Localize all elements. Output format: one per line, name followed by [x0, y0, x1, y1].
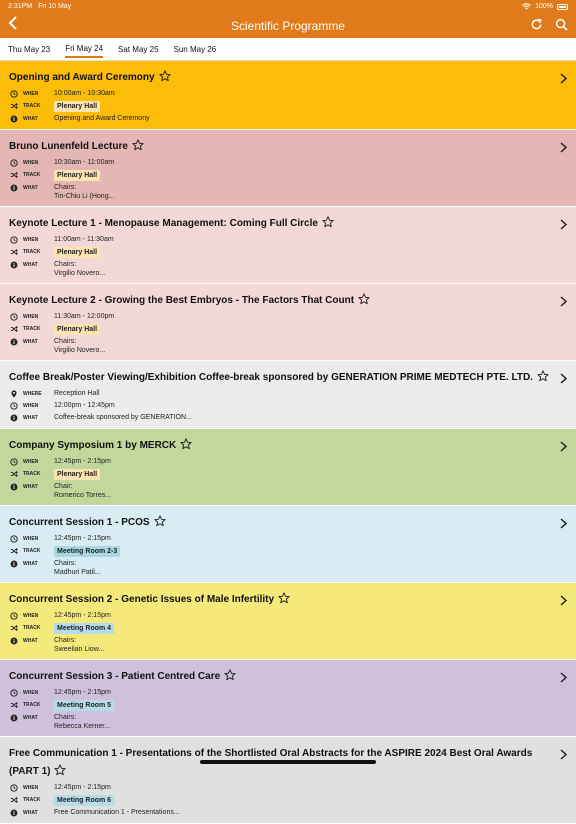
- track-badge: Plenary Hall: [54, 101, 100, 112]
- session-what-row: [9, 114, 556, 124]
- row-value-line: 12:45pm - 2:15pm: [54, 784, 111, 791]
- session-item[interactable]: [0, 506, 576, 583]
- row-value-line: Chair:: [54, 483, 73, 490]
- clock-icon: [9, 688, 19, 698]
- row-value: [54, 611, 111, 620]
- session-what-row: [9, 482, 556, 500]
- session-title: Bruno Lunenfeld Lecture: [9, 141, 128, 152]
- clock-icon: [9, 158, 19, 168]
- row-value: [54, 324, 100, 335]
- session-what-row: [9, 808, 556, 818]
- nav-bar: [0, 13, 576, 38]
- row-label: TRACK: [23, 548, 41, 554]
- tab-sat-may-25[interactable]: Sat May 25: [118, 45, 159, 54]
- row-label: WHEN: [23, 536, 39, 542]
- row-label: WHAT: [23, 810, 38, 816]
- session-title: Opening and Award Ceremony: [9, 72, 155, 83]
- chevron-right-icon: [560, 371, 567, 387]
- tab-thu-may-23[interactable]: Thu May 23: [8, 45, 51, 54]
- row-value: [54, 534, 111, 543]
- session-title: Keynote Lecture 2 - Growing the Best Embryos - The Factors That Count: [9, 295, 355, 306]
- session-title: Concurrent Session 3 - Patient Centred Care: [9, 671, 221, 682]
- row-label: WHEN: [23, 613, 39, 619]
- track-badge: Meeting Room 2-3: [54, 546, 120, 557]
- row-value: [54, 312, 114, 321]
- session-title: Coffee Break/Poster Viewing/Exhibition Coffee-break sponsored by GENERATION PRIME MEDTECH PTE. LTD.: [9, 372, 533, 383]
- session-title: Concurrent Session 1 - PCOS: [9, 517, 150, 528]
- row-value: [54, 401, 115, 410]
- row-label: WHAT: [23, 715, 38, 721]
- session-title: Concurrent Session 2 - Genetic Issues of Male Infertility: [9, 594, 275, 605]
- row-label: WHEN: [23, 237, 39, 243]
- battery-icon: [557, 4, 568, 10]
- tab-fri-may-24[interactable]: Fri May 24: [65, 40, 103, 58]
- session-track-row: [9, 101, 556, 112]
- track-badge: Meeting Room 5: [54, 700, 114, 711]
- row-value: [54, 89, 115, 98]
- row-label: WHEN: [23, 690, 39, 696]
- session-item[interactable]: [0, 207, 576, 284]
- shuffle-icon: [9, 546, 19, 556]
- session-when-row: [9, 688, 556, 698]
- refresh-button[interactable]: [530, 18, 543, 31]
- row-value-line: Reception Hall: [54, 390, 100, 397]
- row-label: TRACK: [23, 471, 41, 477]
- row-label: TRACK: [23, 103, 41, 109]
- page-title: Scientific Programme: [230, 18, 346, 33]
- row-value: [54, 795, 114, 806]
- shuffle-icon: [9, 247, 19, 257]
- track-badge: Plenary Hall: [54, 324, 100, 335]
- chevron-right-icon: [560, 439, 567, 455]
- clock-icon: [9, 783, 19, 793]
- shuffle-icon: [9, 101, 19, 111]
- session-what-row: [9, 183, 556, 201]
- session-when-row: [9, 312, 556, 322]
- clock-icon: [9, 401, 19, 411]
- row-value-line: 11:00am - 11:30am: [54, 236, 114, 243]
- row-value-line: Sweelian Liow...: [54, 646, 105, 653]
- session-item[interactable]: [0, 660, 576, 737]
- row-label: WHAT: [23, 262, 38, 268]
- row-value-line: Chairs:: [54, 560, 77, 567]
- star-icon[interactable]: [224, 668, 236, 686]
- session-title: Company Symposium 1 by MERCK: [9, 440, 177, 451]
- row-label: WHAT: [23, 638, 38, 644]
- session-what-row: [9, 559, 556, 577]
- row-label: WHEN: [23, 160, 39, 166]
- session-item[interactable]: [0, 284, 576, 361]
- session-what-row: [9, 260, 556, 278]
- clock-icon: [9, 457, 19, 467]
- row-value-line: Madhuri Patil...: [54, 569, 101, 576]
- row-value-line: Tin-Chiu Li (Hong...: [54, 193, 115, 200]
- location-pin-icon: [9, 389, 19, 399]
- row-value: [54, 170, 100, 181]
- session-track-row: [9, 324, 556, 335]
- row-value-line: Coffee-break sponsored by GENERATION...: [54, 414, 192, 421]
- row-value-line: Chairs:: [54, 637, 77, 644]
- row-value-line: Chairs:: [54, 714, 77, 721]
- row-value-line: Chairs:: [54, 338, 77, 345]
- tab-sun-may-26[interactable]: Sun May 26: [173, 45, 217, 54]
- session-item[interactable]: [0, 130, 576, 207]
- session-when-row: [9, 457, 556, 467]
- status-bar: [0, 0, 576, 13]
- row-value: [54, 158, 114, 167]
- star-icon[interactable]: [154, 514, 166, 532]
- shuffle-icon: [9, 795, 19, 805]
- row-value-line: Romerico Torres...: [54, 492, 112, 499]
- track-badge: Plenary Hall: [54, 247, 100, 258]
- chevron-right-icon: [560, 516, 567, 532]
- row-value: [54, 114, 150, 123]
- row-value-line: Rebecca Kerner...: [54, 723, 111, 730]
- star-icon[interactable]: [54, 763, 66, 781]
- row-value-line: 12:45pm - 2:15pm: [54, 535, 111, 542]
- info-icon: [9, 260, 19, 270]
- info-icon: [9, 636, 19, 646]
- row-label: WHAT: [23, 185, 38, 191]
- session-track-row: [9, 170, 556, 181]
- track-badge: Plenary Hall: [54, 469, 100, 480]
- session-when-row: [9, 89, 556, 99]
- info-icon: [9, 559, 19, 569]
- row-value-line: Virgilio Novero...: [54, 347, 106, 354]
- info-icon: [9, 337, 19, 347]
- row-label: WHEN: [23, 91, 39, 97]
- session-where-row: [9, 389, 556, 399]
- row-value-line: Free Communication 1 - Presentations...: [54, 809, 180, 816]
- session-track-row: [9, 623, 556, 634]
- row-value: [54, 337, 105, 355]
- back-button[interactable]: [8, 16, 18, 30]
- row-label: WHAT: [23, 339, 38, 345]
- search-icon: [555, 18, 568, 31]
- session-title: Free Communication 1 - Presentations of the Shortlisted Oral Abstracts for the ASPIRE 2024 Best Oral Awards (PART 1): [9, 748, 533, 777]
- row-value-line: 10:30am - 11:00am: [54, 159, 115, 166]
- session-what-row: [9, 713, 556, 731]
- row-label: WHEN: [23, 314, 39, 320]
- info-icon: [9, 114, 19, 124]
- row-value: [54, 713, 110, 731]
- row-value: [54, 457, 111, 466]
- chevron-right-icon: [560, 593, 567, 609]
- session-track-row: [9, 700, 556, 711]
- day-tabs: [0, 38, 576, 61]
- status-date: Fri 10 May: [38, 3, 72, 10]
- info-icon: [9, 482, 19, 492]
- star-icon[interactable]: [537, 369, 549, 387]
- chevron-right-icon: [560, 747, 567, 763]
- session-when-row: [9, 611, 556, 621]
- status-time: 2:31PM: [8, 3, 33, 10]
- track-badge: Plenary Hall: [54, 170, 100, 181]
- row-label: TRACK: [23, 172, 41, 178]
- row-value-line: 12:45pm - 2:15pm: [54, 689, 111, 696]
- star-icon[interactable]: [180, 437, 192, 455]
- track-badge: Meeting Room 6: [54, 795, 114, 806]
- row-value: [54, 546, 120, 557]
- row-label: TRACK: [23, 249, 41, 255]
- session-track-row: [9, 546, 556, 557]
- shuffle-icon: [9, 170, 19, 180]
- chevron-right-icon: [560, 670, 567, 686]
- chevron-right-icon: [560, 294, 567, 310]
- row-value: [54, 413, 192, 422]
- row-value-line: 11:30am - 12:00pm: [54, 313, 115, 320]
- battery-percent: 100%: [535, 3, 553, 10]
- row-value: [54, 559, 101, 577]
- info-icon: [9, 808, 19, 818]
- row-value: [54, 235, 114, 244]
- session-track-row: [9, 469, 556, 480]
- row-value-line: 12:45pm - 2:15pm: [54, 612, 111, 619]
- clock-icon: [9, 235, 19, 245]
- row-value: [54, 482, 111, 500]
- session-when-row: [9, 235, 556, 245]
- row-value-line: Opening and Award Ceremony: [54, 115, 150, 122]
- row-value-line: Chairs:: [54, 184, 77, 191]
- shuffle-icon: [9, 469, 19, 479]
- track-badge: Meeting Room 4: [54, 623, 114, 634]
- row-value: [54, 260, 105, 278]
- row-label: TRACK: [23, 326, 41, 332]
- row-value: [54, 247, 100, 258]
- shuffle-icon: [9, 324, 19, 334]
- row-value-line: 12:45pm - 2:15pm: [54, 458, 111, 465]
- clock-icon: [9, 312, 19, 322]
- session-when-row: [9, 534, 556, 544]
- wifi-icon: [522, 3, 531, 10]
- row-value-line: 12:00pm - 12:45pm: [54, 402, 115, 409]
- star-icon[interactable]: [278, 591, 290, 609]
- star-icon[interactable]: [159, 69, 171, 87]
- star-icon[interactable]: [358, 292, 370, 310]
- clock-icon: [9, 534, 19, 544]
- shuffle-icon: [9, 623, 19, 633]
- row-label: WHEN: [23, 459, 39, 465]
- star-icon[interactable]: [132, 138, 144, 156]
- session-item[interactable]: [0, 737, 576, 824]
- info-icon: [9, 183, 19, 193]
- row-value: [54, 183, 114, 201]
- session-title: Keynote Lecture 1 - Menopause Management: Coming Full Circle: [9, 218, 318, 229]
- row-label: WHAT: [23, 484, 38, 490]
- info-icon: [9, 413, 19, 423]
- row-value: [54, 636, 104, 654]
- row-value-line: Chairs:: [54, 261, 77, 268]
- row-label: WHEN: [23, 403, 39, 409]
- shuffle-icon: [9, 700, 19, 710]
- row-value-line: Virgilio Novero...: [54, 270, 106, 277]
- session-when-row: [9, 783, 556, 793]
- row-label: TRACK: [23, 702, 41, 708]
- session-item[interactable]: [0, 429, 576, 506]
- row-label: WHAT: [23, 116, 38, 122]
- row-value: [54, 469, 100, 480]
- row-label: WHAT: [23, 561, 38, 567]
- row-label: TRACK: [23, 625, 41, 631]
- session-track-row: [9, 795, 556, 806]
- session-item[interactable]: [0, 61, 576, 130]
- row-value: [54, 700, 114, 711]
- session-item[interactable]: [0, 583, 576, 660]
- session-what-row: [9, 413, 556, 423]
- chevron-right-icon: [560, 217, 567, 233]
- refresh-icon: [530, 18, 543, 31]
- row-value: [54, 623, 114, 634]
- chevron-right-icon: [560, 71, 567, 87]
- chevron-right-icon: [560, 140, 567, 156]
- clock-icon: [9, 89, 19, 99]
- chevron-left-icon: [8, 16, 18, 30]
- row-label: WHAT: [23, 415, 38, 421]
- session-what-row: [9, 636, 556, 654]
- session-when-row: [9, 158, 556, 168]
- session-when-row: [9, 401, 556, 411]
- home-indicator: [200, 760, 376, 764]
- row-label: WHEN: [23, 785, 39, 791]
- row-value: [54, 783, 111, 792]
- row-value: [54, 688, 111, 697]
- row-value: [54, 101, 100, 112]
- session-list: [0, 61, 576, 816]
- row-label: WHERE: [23, 391, 42, 397]
- row-value-line: 10:00am - 10:30am: [54, 90, 115, 97]
- session-what-row: [9, 337, 556, 355]
- row-value: [54, 808, 180, 817]
- search-button[interactable]: [555, 18, 568, 31]
- clock-icon: [9, 611, 19, 621]
- session-track-row: [9, 247, 556, 258]
- row-label: TRACK: [23, 797, 41, 803]
- row-value: [54, 389, 100, 398]
- session-item[interactable]: [0, 361, 576, 429]
- star-icon[interactable]: [322, 215, 334, 233]
- info-icon: [9, 713, 19, 723]
